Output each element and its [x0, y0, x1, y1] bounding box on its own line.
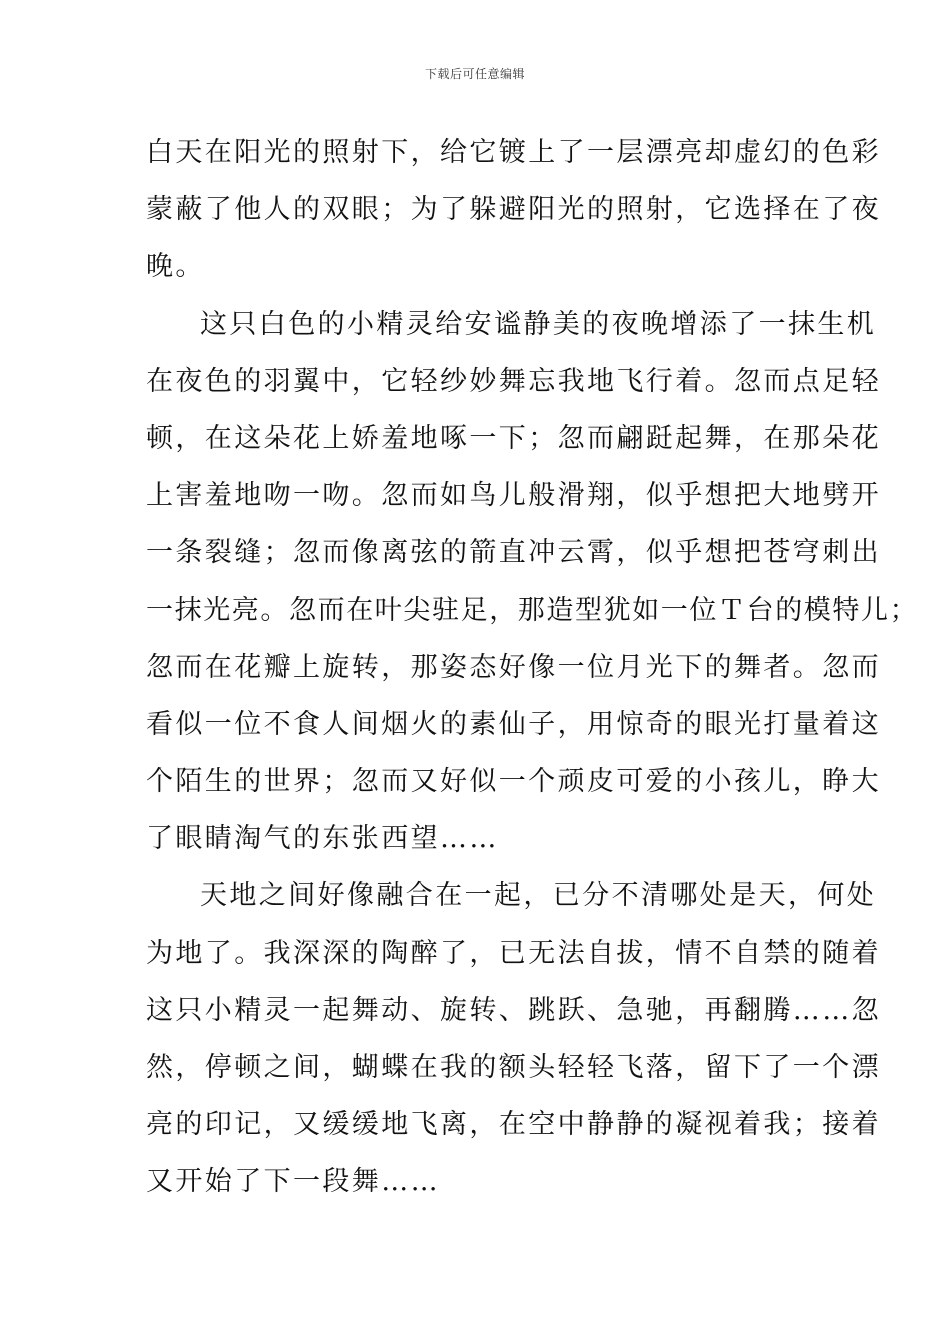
page-header: 下载后可任意编辑 — [424, 67, 525, 81]
text-line: 上害羞地吻一吻。忽而如鸟儿般滑翔，似乎想把大地劈开 — [146, 480, 881, 512]
text-line: 看似一位不食人间烟火的素仙子，用惊奇的眼光打量着这 — [146, 708, 881, 740]
text-line: 忽而在花瓣上旋转，那姿态好像一位月光下的舞者。忽而 — [146, 651, 881, 683]
text-line: 了眼睛淘气的东张西望…… — [146, 823, 499, 855]
text-line: 天地之间好像融合在一起，已分不清哪处是天，何处 — [200, 880, 877, 912]
text-line: 这只白色的小精灵给安谧静美的夜晚增添了一抹生机 — [200, 308, 877, 340]
text-line: 然，停顿之间，蝴蝶在我的额头轻轻飞落，留下了一个漂 — [146, 1052, 881, 1083]
text-line: 一条裂缝；忽而像离弦的箭直冲云霄，似乎想把苍穹刺出 — [146, 537, 881, 569]
text-line: 在夜色的羽翼中，它轻纱妙舞忘我地飞行着。忽而点足轻 — [146, 365, 881, 397]
text-line: 顿，在这朵花上娇羞地啄一下；忽而翩跹起舞，在那朵花 — [146, 422, 881, 454]
paragraph-1 — [146, 124, 881, 296]
paragraph-3 — [146, 867, 881, 1210]
text-line: 蒙蔽了他人的双眼；为了躲避阳光的照射，它选择在了夜 — [146, 194, 881, 226]
text-line: 个陌生的世界；忽而又好似一个顽皮可爱的小孩儿，睁大 — [146, 766, 881, 798]
text-line: 白天在阳光的照射下，给它镀上了一层漂亮却虚幻的色彩 — [146, 137, 881, 168]
text-line: 为地了。我深深的陶醉了，已无法自拔，情不自禁的随着 — [146, 937, 881, 969]
document-body — [146, 124, 919, 1211]
text-line: 又开始了下一段舞…… — [146, 1166, 440, 1198]
text-line: 一抹光亮。忽而在叶尖驻足，那造型犹如一位Ｔ台的模特儿； — [146, 594, 919, 626]
text-line: 这只小精灵一起舞动、旋转、跳跃、急驰，再翻腾……忽 — [146, 994, 881, 1026]
text-line: 亮的印记，又缓缓地飞离，在空中静静的凝视着我；接着 — [146, 1109, 881, 1141]
paragraph-2 — [146, 296, 919, 868]
text-line: 晚。 — [146, 251, 205, 283]
